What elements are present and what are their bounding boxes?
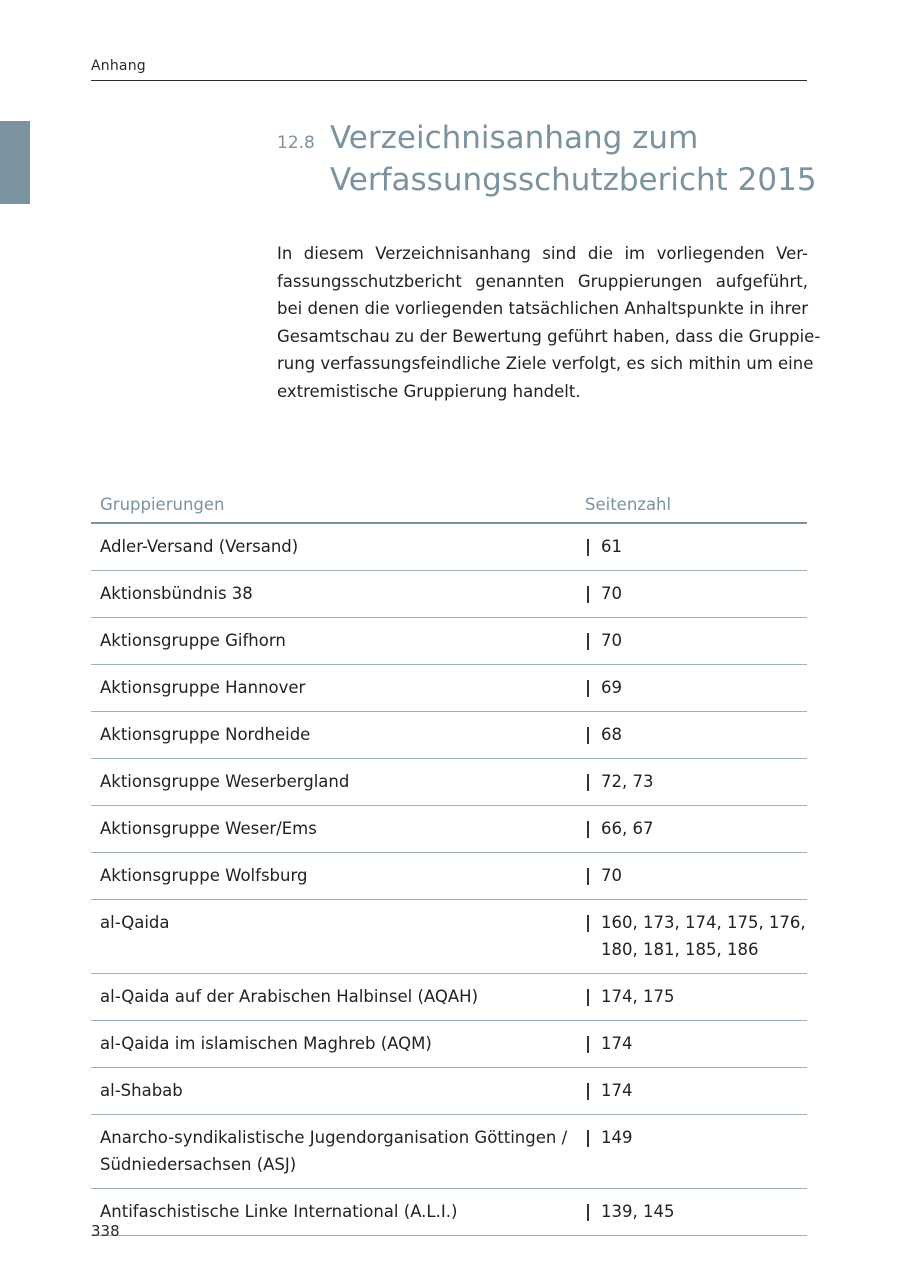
separator-bar: | [585,584,592,603]
group-name-cell: Aktionsgruppe Weser/Ems [91,806,585,853]
group-name-cell: al-Qaida auf der Arabischen Halbinsel (AQAH) [91,974,585,1021]
intro-line: Gesamtschau zu der Bewertung geführt haben, dass die Gruppie- [277,326,821,346]
column-header-pages: Seitenzahl [585,487,807,523]
page-numbers: 70 [601,584,622,603]
group-name-cell: Adler-Versand (Versand) [91,523,585,571]
table-row [91,1021,807,1068]
group-name-cell: Aktionsgruppe Hannover [91,665,585,712]
table-row [91,1189,807,1236]
page-numbers-cell [585,1115,807,1189]
column-header-groups: Gruppierungen [91,487,585,523]
separator-bar: | [585,772,592,791]
page-numbers-cell [585,523,807,571]
table-row [91,712,807,759]
separator-bar: | [585,1202,592,1221]
group-name-cell: al-Qaida [91,900,585,974]
separator-bar: | [585,725,592,744]
separator-bar: | [585,987,592,1006]
page-number: 338 [91,1222,120,1240]
section-title [330,117,817,201]
intro-line: In diesem Verzeichnisanhang sind die im vorliegenden Ver- [277,244,808,263]
page-numbers: 72, 73 [601,772,654,791]
page-numbers-cell [585,974,807,1021]
group-name-cell: Aktionsgruppe Wolfsburg [91,853,585,900]
page-numbers-cell [585,618,807,665]
group-name-cell: Anarcho-syndikalistische Jugendorganisation Göttingen / Südniedersachsen (ASJ) [91,1115,585,1189]
chapter-tab-marker [0,121,30,204]
intro-line: fassungsschutzbericht genannten Gruppierungen aufgeführt, [277,271,808,291]
separator-bar: | [585,1128,592,1147]
table-row [91,523,807,571]
table-row [91,974,807,1021]
group-name-cell: al-Shabab [91,1068,585,1115]
table-row [91,759,807,806]
intro-line: bei denen die vorliegenden tatsächlichen Anhaltspunkte in ihrer [277,299,808,318]
table-row [91,900,807,974]
page-numbers-cell [585,759,807,806]
page-numbers: 174 [601,1034,633,1053]
page-numbers-cell [585,900,807,974]
table-header-row [91,487,807,523]
page-numbers: 66, 67 [601,819,654,838]
section-title-line-1: Verzeichnisanhang zum [330,120,699,156]
page-numbers: 149 [601,1128,633,1147]
header-rule [91,80,807,81]
page-numbers: 70 [601,866,622,885]
table-row [91,618,807,665]
page-numbers: 68 [601,725,622,744]
table-row [91,665,807,712]
groups-index-table [91,487,807,1236]
group-name-cell: Aktionsgruppe Gifhorn [91,618,585,665]
page-numbers: 174, 175 [601,987,675,1006]
table-row [91,571,807,618]
table-row [91,1115,807,1189]
intro-line: extremistische Gruppierung handelt. [277,381,581,401]
page-numbers-cell [585,1068,807,1115]
page-numbers-cell [585,1021,807,1068]
intro-paragraph [277,240,821,405]
table-row [91,806,807,853]
table-row [91,853,807,900]
group-name-cell: Aktionsbündnis 38 [91,571,585,618]
page-numbers: 139, 145 [601,1202,675,1221]
separator-bar: | [585,819,592,838]
page-numbers: 70 [601,631,622,650]
separator-bar: | [585,537,592,556]
group-name-cell: al-Qaida im islamischen Maghreb (AQM) [91,1021,585,1068]
table-body [91,523,807,1236]
page-numbers: 69 [601,678,622,697]
page-numbers: 174 [601,1081,633,1100]
group-name-cell: Aktionsgruppe Weserbergland [91,759,585,806]
separator-bar: | [585,866,592,885]
page-numbers-cell [585,1189,807,1236]
page-numbers: 160, 173, 174, 175, 176, 180, 181, 185, 186 [601,913,806,959]
separator-bar: | [585,631,592,650]
section-number: 12.8 [277,133,315,153]
page-numbers-cell [585,665,807,712]
page-numbers-cell [585,806,807,853]
separator-bar: | [585,913,592,932]
group-name-cell: Antifaschistische Linke International (A.L.I.) [91,1189,585,1236]
page-numbers: 61 [601,537,622,556]
group-name-cell: Aktionsgruppe Nordheide [91,712,585,759]
separator-bar: | [585,1034,592,1053]
separator-bar: | [585,678,592,697]
running-head: Anhang [91,58,146,74]
section-title-line-2: Verfassungsschutzbericht 2015 [330,162,817,198]
page-numbers-cell [585,571,807,618]
intro-line: rung verfassungsfeindliche Ziele verfolgt, es sich mithin um eine [277,354,814,373]
table-row [91,1068,807,1115]
page-numbers-cell [585,853,807,900]
separator-bar: | [585,1081,592,1100]
page-numbers-cell [585,712,807,759]
